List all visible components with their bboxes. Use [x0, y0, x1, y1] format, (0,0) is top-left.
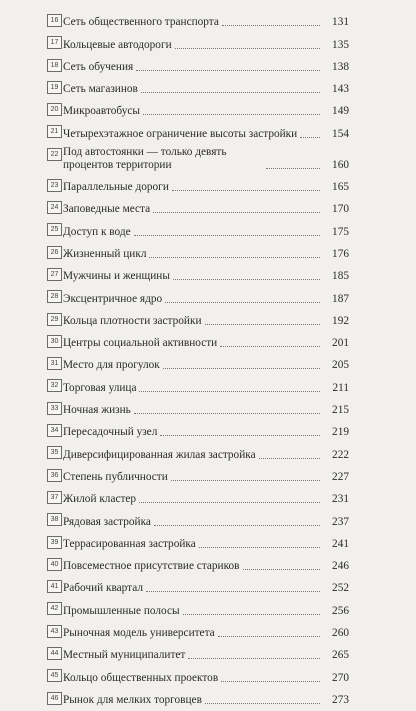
chapter-title: Жизненный цикл	[63, 247, 147, 260]
toc-title-line	[63, 61, 349, 78]
toc-title-line	[63, 39, 349, 56]
page-number: 170	[332, 203, 349, 216]
page-number: 131	[332, 16, 349, 29]
toc-title-line	[63, 128, 349, 145]
dot-leader	[243, 568, 321, 570]
toc-title-line	[63, 426, 349, 443]
chapter-title: Микроавтобусы	[63, 105, 140, 118]
page-number: 185	[332, 270, 349, 283]
chapter-title: Сеть общественного транспорта	[63, 16, 219, 29]
dot-leader	[136, 69, 320, 71]
chapter-number-box: 30	[47, 335, 62, 348]
toc-entry[interactable]	[0, 488, 416, 510]
toc-title-line	[63, 270, 349, 287]
toc-entry[interactable]	[0, 421, 416, 443]
toc-title-line	[63, 226, 349, 243]
page-number: 215	[332, 404, 349, 417]
page-number: 165	[332, 181, 349, 194]
page-number: 246	[332, 560, 349, 573]
page-number: 175	[332, 225, 349, 238]
chapter-title: Пересадочный узел	[63, 426, 158, 439]
dot-leader	[146, 590, 320, 592]
dot-leader	[139, 501, 320, 503]
dot-leader	[139, 390, 320, 392]
page-number: 201	[332, 337, 349, 350]
toc-list	[0, 11, 416, 711]
dot-leader	[188, 657, 320, 659]
chapter-number-box: 35	[47, 446, 62, 459]
dot-leader	[183, 613, 320, 615]
toc-entry[interactable]	[0, 555, 416, 577]
chapter-title: Ночная жизнь	[63, 404, 131, 417]
chapter-number-box: 18	[47, 59, 62, 72]
page-number: 135	[332, 38, 349, 51]
toc-entry[interactable]	[0, 33, 416, 55]
dot-leader	[149, 256, 320, 258]
dot-leader	[222, 24, 320, 26]
chapter-title: Кольцо общественных проектов	[63, 671, 219, 684]
chapter-number-box: 23	[47, 179, 62, 192]
dot-leader	[259, 457, 320, 459]
toc-entry[interactable]	[0, 56, 416, 78]
toc-entry[interactable]	[0, 466, 416, 488]
dot-leader	[160, 434, 320, 436]
dot-leader	[175, 47, 320, 49]
chapter-title: Сеть обучения	[63, 60, 134, 73]
toc-entry[interactable]	[0, 198, 416, 220]
chapter-title: Параллельные дороги	[63, 181, 169, 194]
toc-title-line	[63, 248, 349, 265]
toc-entry[interactable]	[0, 11, 416, 33]
dot-leader	[218, 635, 320, 637]
toc-title-line	[63, 649, 349, 666]
chapter-title: Эксцентричное ядро	[63, 292, 163, 305]
toc-entry[interactable]	[0, 376, 416, 398]
dot-leader	[163, 367, 320, 369]
page-number: 227	[332, 470, 349, 483]
dot-leader	[221, 680, 320, 682]
toc-title-line	[63, 672, 349, 689]
toc-title-line	[63, 449, 349, 466]
toc-entry[interactable]	[0, 354, 416, 376]
chapter-number-box: 20	[47, 103, 62, 116]
dot-leader	[300, 136, 320, 138]
dot-leader	[205, 702, 320, 704]
chapter-number-box: 19	[47, 81, 62, 94]
dot-leader	[205, 323, 320, 325]
dot-leader	[154, 524, 320, 526]
toc-entry[interactable]	[0, 310, 416, 332]
toc-entry[interactable]	[0, 510, 416, 532]
toc-title-line	[63, 181, 349, 198]
page-number: 187	[332, 292, 349, 305]
dot-leader	[143, 113, 320, 115]
toc-title-line	[63, 293, 349, 310]
chapter-number-box: 17	[47, 36, 62, 49]
toc-entry[interactable]	[0, 689, 416, 711]
toc-entry[interactable]	[0, 443, 416, 465]
page-number: 222	[332, 448, 349, 461]
toc-title-line	[63, 337, 349, 354]
toc-title-line	[63, 493, 349, 510]
chapter-number-box: 16	[47, 14, 62, 27]
dot-leader	[173, 278, 320, 280]
page-number: 231	[332, 493, 349, 506]
toc-entry[interactable]	[0, 145, 416, 176]
toc-entry[interactable]	[0, 644, 416, 666]
chapter-title: Место для прогулок	[63, 359, 160, 372]
toc-title-line	[63, 694, 349, 711]
dot-leader	[171, 479, 320, 481]
page-number: 143	[332, 83, 349, 96]
page-number: 149	[332, 105, 349, 118]
toc-title-line	[63, 105, 349, 122]
toc-title-line	[63, 404, 349, 421]
toc-title-line	[63, 516, 349, 533]
chapter-number-box: 24	[47, 201, 62, 214]
chapter-number-box: 40	[47, 558, 62, 571]
toc-title-line	[63, 471, 349, 488]
dot-leader	[199, 546, 320, 548]
toc-title-line	[63, 605, 349, 622]
chapter-number-box: 26	[47, 246, 62, 259]
toc-entry[interactable]	[0, 100, 416, 122]
toc-title-line	[63, 560, 349, 577]
chapter-number-box: 45	[47, 669, 62, 682]
toc-entry[interactable]	[0, 287, 416, 309]
chapter-number-box: 34	[47, 424, 62, 437]
chapter-title: Заповедные места	[63, 203, 151, 216]
chapter-number-box: 42	[47, 602, 62, 615]
toc-entry[interactable]	[0, 265, 416, 287]
chapter-number-box: 39	[47, 536, 62, 549]
page-number: 237	[332, 515, 349, 528]
page-number: 270	[332, 671, 349, 684]
toc-entry[interactable]	[0, 666, 416, 688]
toc-title-line	[63, 382, 349, 399]
dot-leader	[134, 234, 320, 236]
toc-entry[interactable]	[0, 122, 416, 144]
dot-leader	[266, 167, 320, 169]
chapter-title: Местный муниципалитет	[63, 649, 186, 662]
toc-entry[interactable]	[0, 78, 416, 100]
toc-entry[interactable]	[0, 533, 416, 555]
chapter-title: Доступ к воде	[63, 225, 131, 238]
chapter-title: Четырехэтажное ограничение высоты застройки	[63, 127, 298, 140]
toc-entry[interactable]	[0, 622, 416, 644]
toc-entry[interactable]	[0, 220, 416, 242]
dot-leader	[153, 211, 320, 213]
chapter-title: Диверсифицированная жилая застройка	[63, 448, 256, 461]
chapter-title: Степень публичности	[63, 470, 168, 483]
chapter-title: Террасированная застройка	[63, 537, 196, 550]
chapter-number-box: 22	[47, 148, 62, 161]
chapter-title: Кольцевые автодороги	[63, 38, 172, 51]
chapter-number-box: 43	[47, 625, 62, 638]
toc-title-line	[63, 359, 349, 376]
toc-entry[interactable]	[0, 332, 416, 354]
page-number: 252	[332, 582, 349, 595]
chapter-title: Повсеместное присутствие стариков	[63, 560, 240, 573]
toc-entry[interactable]	[0, 243, 416, 265]
chapter-title: Сеть магазинов	[63, 83, 138, 96]
chapter-number-box: 25	[47, 223, 62, 236]
chapter-title: Кольца плотности застройки	[63, 314, 202, 327]
chapter-number-box: 32	[47, 379, 62, 392]
chapter-number-box: 38	[47, 513, 62, 526]
chapter-title: Рядовая застройка	[63, 515, 151, 528]
toc-entry[interactable]	[0, 577, 416, 599]
page-number: 205	[332, 359, 349, 372]
page-number: 211	[332, 381, 349, 394]
chapter-number-box: 37	[47, 491, 62, 504]
dot-leader	[134, 412, 320, 414]
dot-leader	[141, 91, 320, 93]
chapter-number-box: 21	[47, 125, 62, 138]
chapter-number-box: 46	[47, 692, 62, 705]
chapter-number-box: 36	[47, 469, 62, 482]
dot-leader	[165, 301, 320, 303]
toc-title-line	[63, 16, 349, 33]
page-number: 260	[332, 627, 349, 640]
page-number: 154	[332, 127, 349, 140]
chapter-number-box: 44	[47, 647, 62, 660]
chapter-title: Промышленные полосы	[63, 604, 180, 617]
chapter-title: Торговая улица	[63, 381, 137, 394]
toc-entry[interactable]	[0, 599, 416, 621]
chapter-title: Рынок для мелких торговцев	[63, 693, 202, 706]
chapter-number-box: 27	[47, 268, 62, 281]
page-number: 241	[332, 537, 349, 550]
toc-title-line	[63, 582, 349, 599]
chapter-title: Рабочий квартал	[63, 582, 144, 595]
toc-entry[interactable]	[0, 399, 416, 421]
toc-entry[interactable]	[0, 176, 416, 198]
page-number: 138	[332, 60, 349, 73]
chapter-number-box: 28	[47, 290, 62, 303]
page-number: 256	[332, 604, 349, 617]
toc-title-line	[63, 83, 349, 100]
chapter-number-box: 41	[47, 580, 62, 593]
chapter-title: Центры социальной активности	[63, 337, 218, 350]
toc-title-line	[63, 146, 349, 176]
toc-title-line	[63, 538, 349, 555]
chapter-number-box: 33	[47, 402, 62, 415]
page-number: 273	[332, 693, 349, 706]
chapter-title: Мужчины и женщины	[63, 270, 170, 283]
page-number: 219	[332, 426, 349, 439]
dot-leader	[220, 345, 320, 347]
chapter-number-box: 29	[47, 313, 62, 326]
chapter-title: Под автостоянки — только девять процентов территории	[63, 145, 227, 171]
page-number: 192	[332, 314, 349, 327]
toc-title-line	[63, 315, 349, 332]
dot-leader	[172, 189, 320, 191]
page-number: 265	[332, 649, 349, 662]
chapter-title: Рыночная модель университета	[63, 627, 215, 640]
chapter-number-box: 31	[47, 357, 62, 370]
toc-title-line	[63, 627, 349, 644]
chapter-title: Жилой кластер	[63, 493, 137, 506]
page-number: 160	[332, 158, 349, 171]
page-number: 176	[332, 247, 349, 260]
toc-title-line	[63, 203, 349, 220]
